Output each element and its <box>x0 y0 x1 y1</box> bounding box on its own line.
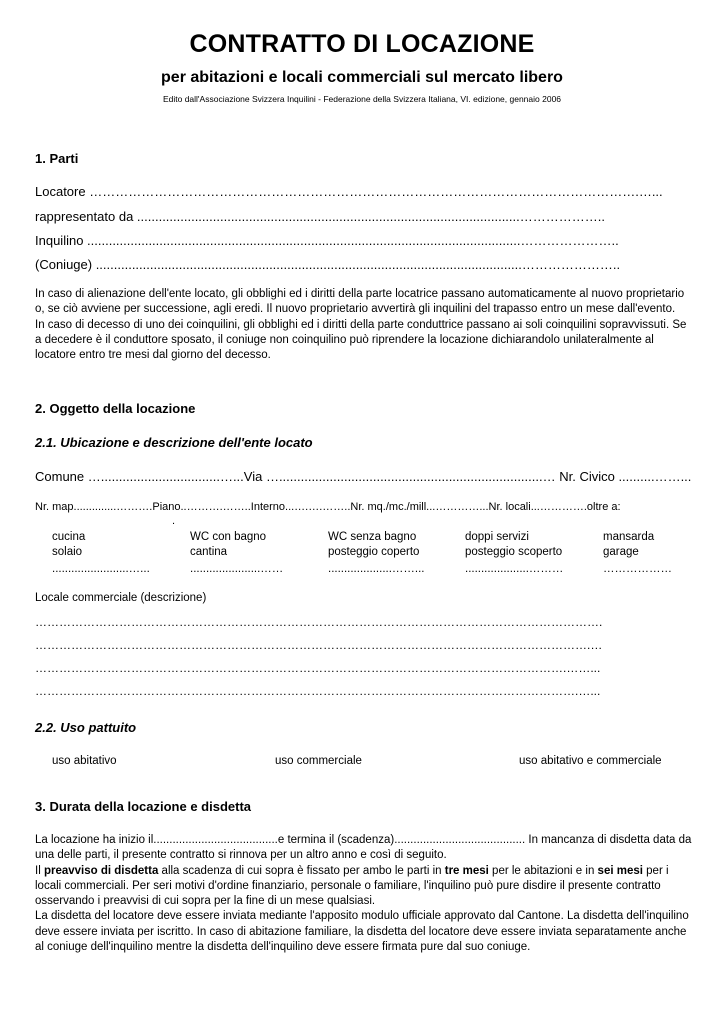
section-1-heading: 1. Parti <box>35 151 79 166</box>
field-rappresentato: rappresentato da ..........................................................................................................……………….. <box>35 209 605 224</box>
field-coniuge: (Coniuge) ......................................................................................................................………………….. <box>35 257 621 272</box>
room-blank-3: ....................……... <box>328 563 425 575</box>
room-wc-bagno: WC con bagno <box>190 531 267 543</box>
use-abitativo-commerciale: uso abitativo e commerciale <box>519 755 662 767</box>
field-locatore: Locatore ……………………………………………………………………………………………………………….…... <box>35 184 663 199</box>
room-cantina: cantina <box>190 546 228 558</box>
tre-mesi-bold: tre mesi <box>444 864 489 877</box>
disdetta-text: La disdetta del locatore deve essere inviata mediante l'apposito modulo ufficiale approvato dal Cantone. La disdetta dell'inquilino deve essere inviata per iscritto. In caso di abitazione familiare, la disdetta del locatore deve essere inviata separatamente anche al coniuge dell'inquilino mentre la disdetta dell'inquilino deve essere firmata pure dal suo coniuge. <box>35 910 689 954</box>
commercial-line: ……………………………………………………………………………………………………………………………. <box>35 615 603 629</box>
preavviso-d: per i locali commerciali. Per seri motivi d'ordine finanziario, personale o familiare, l'inquilino può pure disdire il presente contratto osservando i preavvisi di cui sopra per la fine di un mese qualsiasi. <box>35 864 669 908</box>
section-3-heading: 3. Durata della locazione e disdetta <box>35 799 252 814</box>
section-2-heading: 2. Oggetto della locazione <box>35 401 196 416</box>
commercial-label: Locale commerciale (descrizione) <box>35 592 207 604</box>
preavviso-text <box>35 864 695 910</box>
commercial-line: ………………………………………………………………………………………………………………………….… <box>35 638 603 652</box>
commercial-line: …………………………………………………………………………………………………………………….……... <box>35 661 601 675</box>
alienazione-text: In caso di alienazione dell'ente locato, gli obblighi ed i diritti della parte locatrice passano automaticamente al nuovo proprietario o, se ciò avviene per successione, agli eredi. Il nuovo proprietario avvertirà gli inquilini del trapasso entro un mese dall'evento. <box>35 288 685 316</box>
room-blank-1: ........................…... <box>52 563 150 575</box>
preavviso-c: per le abitazioni e in <box>488 864 598 877</box>
preavviso-b: alla scadenza di cui sopra è fissato per ambo le parti in <box>158 864 445 877</box>
room-blank-2: ......................…… <box>190 563 284 575</box>
document-title: CONTRATTO DI LOCAZIONE <box>189 30 535 58</box>
use-abitativo: uso abitativo <box>52 755 117 767</box>
preavviso-bold: preavviso di disdetta <box>43 864 159 877</box>
room-posteggio-scoperto: posteggio scoperto <box>465 546 563 558</box>
document-subtitle: per abitazioni e locali commerciali sul mercato libero <box>161 69 563 86</box>
room-blank-4: ....................……… <box>465 563 564 575</box>
room-mansarda: mansarda <box>603 531 655 543</box>
sei-mesi-bold: sei mesi <box>597 864 643 877</box>
stray-dot: . <box>172 515 176 527</box>
field-inquilino: Inquilino ........................................................................................................................………………….. <box>35 233 619 248</box>
room-wc-senza-bagno: WC senza bagno <box>328 531 417 543</box>
use-commerciale: uso commerciale <box>275 755 362 767</box>
room-posteggio-coperto: posteggio coperto <box>328 546 420 558</box>
section-2-2-heading: 2.2. Uso pattuito <box>35 720 137 735</box>
field-address: Comune ….................................…...Via ….........................................................................… Nr. Civico ..........……... <box>35 469 692 484</box>
field-details: Nr. map..............……….Piano..……….……..Interno...….….……..Nr. mq./mc./mill...…………...Nr. locali...………….oltre a: <box>35 501 621 513</box>
edition-note: Edito dall'Associazione Svizzera Inquilini - Federazione della Svizzera Italiana, VI. edizione, gennaio 2006 <box>162 94 562 104</box>
room-garage: garage <box>603 546 639 558</box>
room-doppi-servizi: doppi servizi <box>465 531 529 543</box>
decesso-text: In caso di decesso di uno dei coinquilini, gli obblighi ed i diritti della parte conduttrice passano ai soli coinquilini sopravvissuti. Se a decedere è il conduttore sposato, il coniuge non coinquilino può riprendere la locazione dichiarandolo unilateralmente al locatore entro tre mesi dal giorno del decesso. <box>35 318 687 362</box>
inizio-text: La locazione ha inizio il.......................................e termina il (scadenza)......................................... In mancanza di disdetta data da una delle parti, il presente contratto si rinnova per un altro anno e così di seguito. <box>35 834 692 862</box>
room-cucina: cucina <box>52 531 86 543</box>
parti-paragraph <box>35 287 695 363</box>
room-blank-5: ……………… <box>603 563 672 575</box>
commercial-line: ……………………………………………………………………………………………………………………….…... <box>35 684 601 698</box>
durata-paragraph <box>35 833 695 955</box>
preavviso-a: Il <box>35 864 44 877</box>
section-2-1-heading: 2.1. Ubicazione e descrizione dell'ente locato <box>35 435 313 450</box>
room-solaio: solaio <box>52 546 83 558</box>
